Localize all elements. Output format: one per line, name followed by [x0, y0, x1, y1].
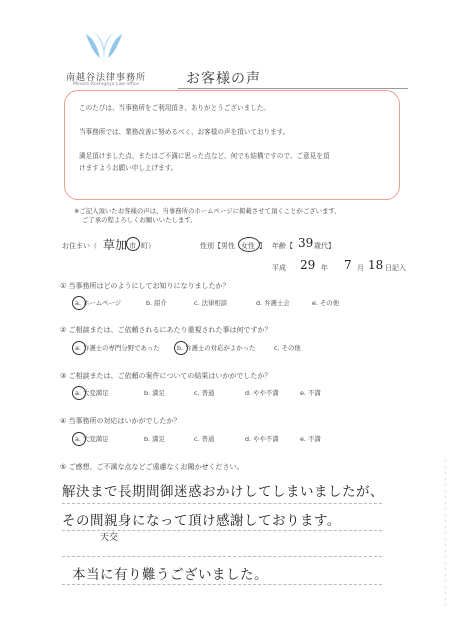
intro-box — [64, 90, 400, 200]
date-day-unit: 日記入 — [385, 264, 406, 272]
residence-value: 草加 — [103, 238, 128, 252]
question-2: ② ご相談または、ご依頼されるにあたり重視された事は何ですか？ — [60, 326, 272, 334]
firm-name: 南越谷法律事務所 — [65, 73, 146, 83]
q3-option-d: d. やや不満 — [245, 389, 279, 397]
gender-female: 女性 — [241, 242, 255, 250]
firm-name-en: Minami Koshigaya Law office — [72, 82, 140, 87]
intro-paragraph: 満足頂けました点、またはご不満に思った点など、何でも結構ですので、ご意見を頂 — [79, 152, 330, 160]
question-3: ③ ご相談または、ご依頼の案件についての結果はいかがでしたか？ — [60, 372, 272, 380]
q4-option-b: b. 満足 — [144, 435, 165, 443]
q4-option-a: a. 大変満足 — [75, 435, 109, 443]
residence-suffix: 市 — [129, 242, 136, 250]
comment-line-3: 本当に有り難うございました。 — [72, 567, 268, 583]
firm-logo — [82, 30, 126, 66]
q1-option-b: b. 紹介 — [146, 299, 167, 307]
date-month-unit: 月 — [357, 264, 364, 272]
date-year: 29 — [300, 258, 316, 272]
q1-option-c: c. 法律相談 — [194, 299, 228, 307]
q1-option-a: a. ホームページ — [75, 299, 122, 307]
q2-option-b: b. 弁護士の対応がよかった — [177, 344, 256, 352]
q3-option-e: e. 不満 — [300, 389, 321, 397]
q4-option-d: d. やや不満 — [245, 435, 279, 443]
comment-line-2: その間親身になって頂け感謝しております。 — [62, 513, 341, 529]
title-underline — [178, 88, 408, 89]
question-1: ① 当事務所はどのようにしてお知りになりましたか？ — [60, 282, 230, 290]
q3-option-a: a. 大変満足 — [75, 389, 109, 397]
q1-option-e: e. その他 — [312, 299, 340, 307]
date-year-unit: 年 — [321, 264, 328, 272]
intro-paragraph: 当事務所では、業務改善に努めるべく、お客様の声を頂いております。 — [79, 128, 290, 136]
gender-close: 】 — [259, 242, 266, 250]
scan-edge-marks — [444, 460, 447, 610]
comment-line-1: 解決まで長期間御迷惑おかけしてしまいましたが、 — [62, 484, 384, 500]
q3-option-c: c. 普通 — [194, 389, 215, 397]
q1-option-d: d. 弁護士会 — [256, 299, 290, 307]
q2-option-c: c. その他 — [274, 344, 301, 352]
question-4: ④ 当事務所の対応はいかがでしたか？ — [60, 417, 181, 425]
note-line: ご了承の程よろしくお願いいたします。 — [82, 216, 197, 224]
residence-town: 町） — [141, 242, 155, 250]
intro-paragraph: このたびは、当事務所をご利用頂き、ありがとうございました。 — [79, 104, 270, 112]
comment-rule — [62, 584, 382, 585]
note-line: ※ご記入頂いたお客様の声は、当事務所のホームページに掲載させて頂くことがございます、 — [74, 207, 341, 215]
age-value: 39 — [298, 236, 314, 250]
date-month: 7 — [344, 258, 352, 272]
q2-option-a: a. 弁護士の専門分野であった — [75, 344, 160, 352]
age-label: 年齢【 — [272, 242, 293, 250]
date-day: 18 — [368, 258, 384, 272]
comment-correction: 天交 — [100, 533, 119, 543]
q4-option-c: c. 普通 — [194, 435, 215, 443]
comment-rule — [62, 556, 382, 557]
age-suffix: 歳代】 — [314, 242, 335, 250]
date-era: 平成 — [272, 264, 286, 272]
question-5: ⑤ ご感想、ご不満な点などご遠慮なくお聞かせください。 — [60, 463, 244, 471]
residence-label: お住まい（ — [62, 242, 97, 250]
intro-paragraph: けますようお願い申し上げます。 — [79, 164, 178, 172]
gender-label: 性別【男性 — [200, 242, 235, 250]
publication-note — [74, 207, 404, 225]
comment-rule — [62, 503, 382, 504]
page-title: お客様の声 — [186, 71, 261, 87]
q4-option-e: e. 不満 — [300, 435, 321, 443]
comment-rule — [62, 530, 382, 531]
q3-option-b: b. 満足 — [144, 389, 165, 397]
